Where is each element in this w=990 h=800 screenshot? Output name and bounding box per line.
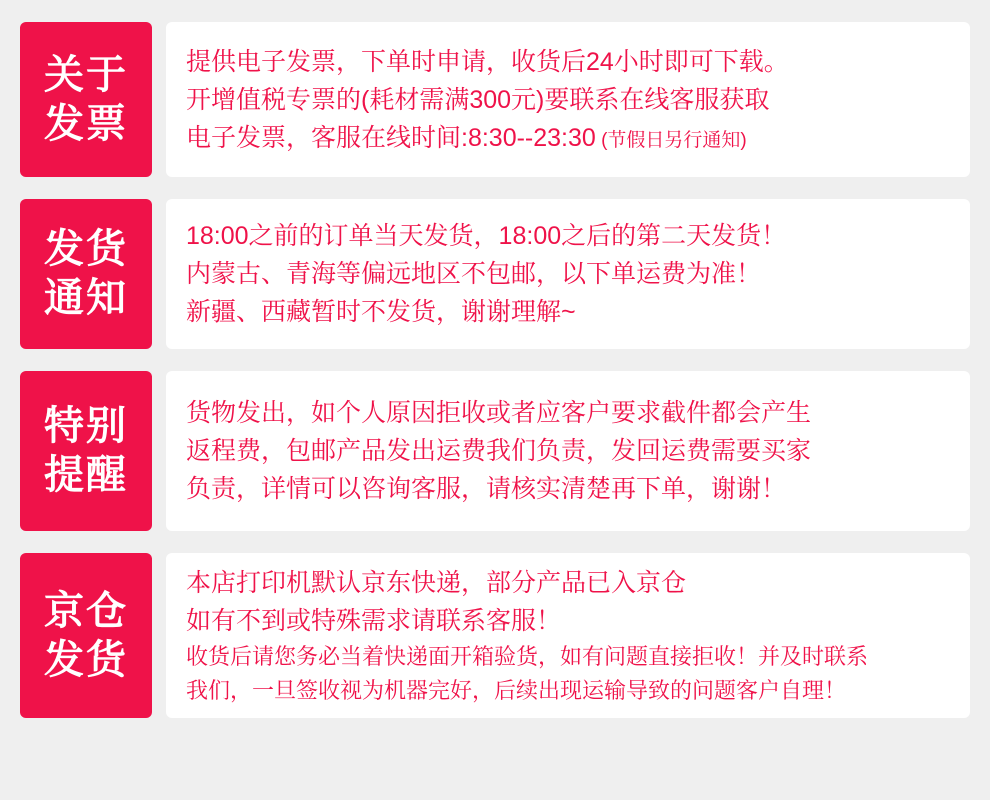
notice-line bbox=[186, 119, 952, 157]
notice-tag-line: 京仓 bbox=[44, 588, 128, 633]
notice-line: 收货后请您务必当着快递面开箱验货，如有问题直接拒收！并及时联系 bbox=[186, 644, 869, 670]
notice-tag-line: 关于 bbox=[44, 52, 128, 97]
notice-line: 提供电子发票，下单时申请，收货后24小时即可下载。 bbox=[186, 47, 789, 76]
notice-tag-line: 通知 bbox=[44, 276, 128, 320]
notice-tag-shipping bbox=[20, 199, 152, 349]
notice-tag-jd-warehouse bbox=[20, 553, 152, 718]
notice-tag-invoice bbox=[20, 22, 152, 177]
notice-line: 开增值税专票的(耗材需满300元)要联系在线客服获取 bbox=[186, 85, 770, 114]
notice-body-jd-warehouse bbox=[166, 553, 970, 718]
notice-line-text: 电子发票，客服在线时间:8:30--23:30 bbox=[186, 123, 596, 152]
notice-tag-line: 发票 bbox=[44, 101, 128, 146]
notice-line: 返程费，包邮产品发出运费我们负责，发回运费需要买家 bbox=[186, 437, 812, 465]
notice-line: 18:00之前的订单当天发货，18:00之后的第二天发货！ bbox=[186, 222, 787, 250]
notice-body-shipping bbox=[166, 199, 970, 349]
notice-tag-reminder bbox=[20, 371, 152, 531]
notice-tag-line: 发货 bbox=[44, 637, 128, 682]
notice-tag-line: 提醒 bbox=[44, 453, 128, 497]
notice-body-reminder bbox=[166, 371, 970, 531]
notice-section-shipping bbox=[20, 199, 970, 349]
notice-section-invoice bbox=[20, 22, 970, 177]
notice-line: 内蒙古、青海等偏远地区不包邮，以下单运费为准！ bbox=[186, 260, 762, 288]
notice-tag-line: 发货 bbox=[44, 227, 128, 272]
notice-line: 新疆、西藏暂时不发货，谢谢理解~ bbox=[186, 298, 576, 326]
notice-body-invoice bbox=[166, 22, 970, 177]
notice-line: 如有不到或特殊需求请联系客服！ bbox=[186, 607, 562, 636]
notice-line-note: (节假日另行通知) bbox=[595, 129, 747, 151]
notice-section-reminder bbox=[20, 371, 970, 531]
notice-line: 我们，一旦签收视为机器完好，后续出现运输导致的问题客户自理！ bbox=[186, 677, 847, 703]
notice-line: 负责，详情可以咨询客服，请核实清楚再下单，谢谢！ bbox=[186, 475, 787, 503]
notice-line: 本店打印机默认京东快递，部分产品已入京仓 bbox=[186, 569, 687, 598]
notice-section-jd-warehouse bbox=[20, 553, 970, 718]
notice-line: 货物发出，如个人原因拒收或者应客户要求截件都会产生 bbox=[186, 399, 812, 427]
notice-tag-line: 特别 bbox=[44, 404, 128, 449]
